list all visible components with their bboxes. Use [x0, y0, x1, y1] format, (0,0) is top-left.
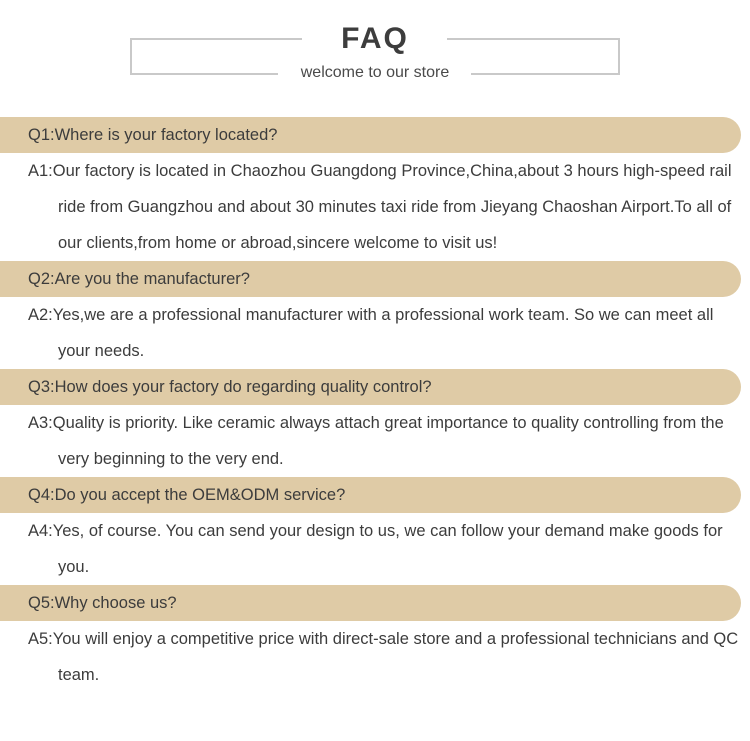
- faq-answer-3: A3:Quality is priority. Like ceramic always attach great importance to quality controlling from the very beginning to the very end.: [28, 414, 724, 468]
- faq-answer-1: A1:Our factory is located in Chaozhou Guangdong Province,China,about 3 hours high-speed rail ride from Guangzhou and about 30 minutes taxi ride from Jieyang Chaoshan Airport.To all of our clients,from home or abroad,sincere welcome to visit us!: [28, 162, 732, 252]
- faq-question-5: Q5:Why choose us?: [0, 585, 741, 621]
- faq-question-3: Q3:How does your factory do regarding quality control?: [0, 369, 741, 405]
- faq-answer-5: A5:You will enjoy a competitive price with direct-sale store and a professional technicians and QC team.: [28, 630, 739, 684]
- faq-answer-2: A2:Yes,we are a professional manufacturer with a professional work team. So we can meet all your needs.: [28, 306, 714, 360]
- faq-answer-4: A4:Yes, of course. You can send your design to us, we can follow your demand make goods for you.: [28, 522, 723, 576]
- page-title: FAQ: [341, 22, 409, 55]
- faq-question-2: Q2:Are you the manufacturer?: [0, 261, 741, 297]
- page-subtitle: welcome to our store: [300, 64, 450, 81]
- faq-header: [0, 0, 750, 100]
- faq-list: [0, 117, 750, 693]
- faq-question-1: Q1:Where is your factory located?: [0, 117, 741, 153]
- faq-question-4: Q4:Do you accept the OEM&ODM service?: [0, 477, 741, 513]
